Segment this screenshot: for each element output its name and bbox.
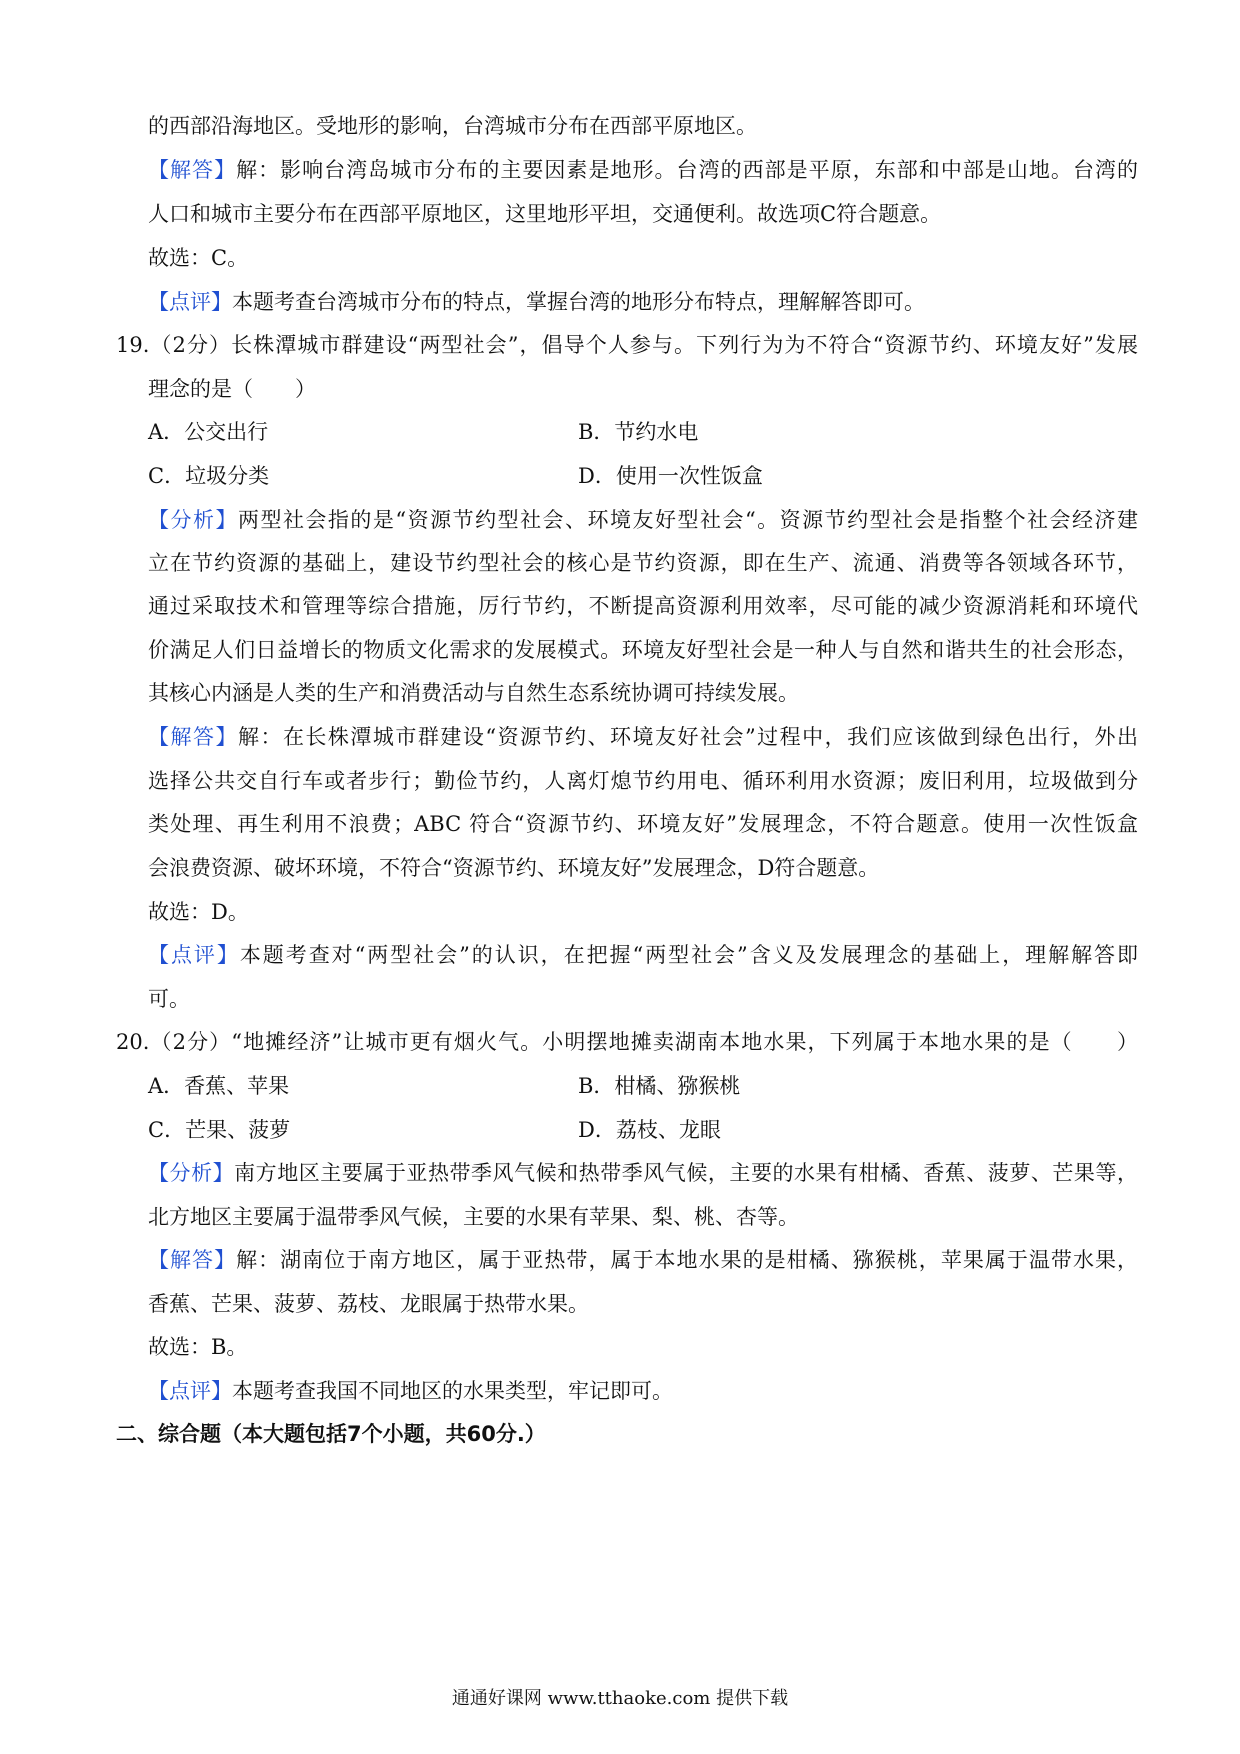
footer-text: 通通好课网 www.tthaoke.com 提供下载 <box>451 1688 789 1709</box>
analysis-line: 【分析】南方地区主要属于亚热带季风气候和热带季风气候，主要的水果有柑橘、香蕉、菠萝、芒果等， <box>148 1161 1139 1185</box>
analysis-line: 立在节约资源的基础上，建设节约型社会的核心是节约资源，即在生产、流通、消费等各领域各环节， <box>148 551 1138 575</box>
choice-line: 故选：C。 <box>148 246 249 270</box>
answer-line: 【解答】解：在长株潭城市群建设“资源节约、环境友好社会”过程中，我们应该做到绿色出行，外出 <box>148 725 1139 749</box>
analysis-line: 通过采取技术和管理等综合措施，厉行节约，不断提高资源利用效率，尽可能的减少资源消耗和环境代 <box>148 594 1138 618</box>
answer-line: 【解答】解：影响台湾岛城市分布的主要因素是地形。台湾的西部是平原，东部和中部是山地。台湾的 <box>148 158 1138 182</box>
option-c: C．芒果、菠萝 <box>148 1118 291 1142</box>
analysis-tag: 【分析】 <box>148 508 238 532</box>
text-line: 的西部沿海地区。受地形的影响，台湾城市分布在西部平原地区。 <box>148 114 757 138</box>
answer-line: 选择公共交自行车或者步行；勤俭节约，人离灯熄节约用电、循环利用水资源；废旧利用，垃圾做到分 <box>148 769 1138 793</box>
option-d: D．荔枝、龙眼 <box>578 1118 721 1142</box>
option-a: A．公交出行 <box>148 420 269 444</box>
answer-line: 香蕉、芒果、菠萝、荔枝、龙眼属于热带水果。 <box>148 1292 589 1316</box>
answer-line: 类处理、再生利用不浪费；ABC 符合“资源节约、环境友好”发展理念，不符合题意。使用一次性饭盒 <box>148 812 1138 836</box>
option-d: D．使用一次性饭盒 <box>578 464 763 488</box>
option-c: C．垃圾分类 <box>148 464 270 488</box>
comment-line: 【点评】本题考查我国不同地区的水果类型，牢记即可。 <box>148 1379 673 1403</box>
analysis-line: 【分析】两型社会指的是“资源节约型社会、环境友好型社会“。资源节约型社会是指整个社会经济建 <box>148 508 1139 532</box>
answer-tag: 【解答】 <box>148 725 238 749</box>
question-19-stem-cont: 理念的是（ ） <box>148 377 316 401</box>
answer-line: 会浪费资源、破坏环境，不符合“资源节约、环境友好”发展理念，D符合题意。 <box>148 856 880 880</box>
question-19-stem: 19.（2分）长株潭城市群建设“两型社会”，倡导个人参与。下列行为为不符合“资源节约、环境友好”发展 <box>116 333 1138 357</box>
comment-line: 【点评】本题考查对“两型社会”的认识，在把握“两型社会”含义及发展理念的基础上，理解解答即 <box>148 943 1138 967</box>
option-b: B．节约水电 <box>578 420 699 444</box>
question-20-stem: 20.（2分）“地摊经济”让城市更有烟火气。小明摆地摊卖湖南本地水果，下列属于本地水果的是（ ） <box>116 1030 1138 1054</box>
comment-line: 可。 <box>148 987 190 1011</box>
analysis-line: 北方地区主要属于温带季风气候，主要的水果有苹果、梨、桃、杏等。 <box>148 1205 799 1229</box>
analysis-tag: 【分析】 <box>148 1161 235 1185</box>
analysis-line: 其核心内涵是人类的生产和消费活动与自然生态系统协调可持续发展。 <box>148 681 799 705</box>
choice-line: 故选：B。 <box>148 1335 248 1359</box>
choice-line: 故选：D。 <box>148 900 249 924</box>
answer-tag: 【解答】 <box>148 158 237 182</box>
analysis-line: 价满足人们日益增长的物质文化需求的发展模式。环境友好型社会是一种人与自然和谐共生的社会形态， <box>148 638 1138 662</box>
option-b: B．柑橘、猕猴桃 <box>578 1074 741 1098</box>
answer-line: 【解答】解：湖南位于南方地区，属于亚热带，属于本地水果的是柑橘、猕猴桃，苹果属于温带水果， <box>148 1248 1138 1272</box>
comment-tag: 【点评】 <box>148 290 232 314</box>
section-heading: 二、综合题（本大题包括7个小题，共60分.） <box>116 1422 546 1446</box>
comment-line: 【点评】本题考查台湾城市分布的特点，掌握台湾的地形分布特点，理解解答即可。 <box>148 290 925 314</box>
comment-tag: 【点评】 <box>148 1379 232 1403</box>
option-a: A．香蕉、苹果 <box>148 1074 290 1098</box>
comment-tag: 【点评】 <box>148 943 240 967</box>
answer-line: 人口和城市主要分布在西部平原地区，这里地形平坦，交通便利。故选项C符合题意。 <box>148 202 942 226</box>
answer-tag: 【解答】 <box>148 1248 237 1272</box>
